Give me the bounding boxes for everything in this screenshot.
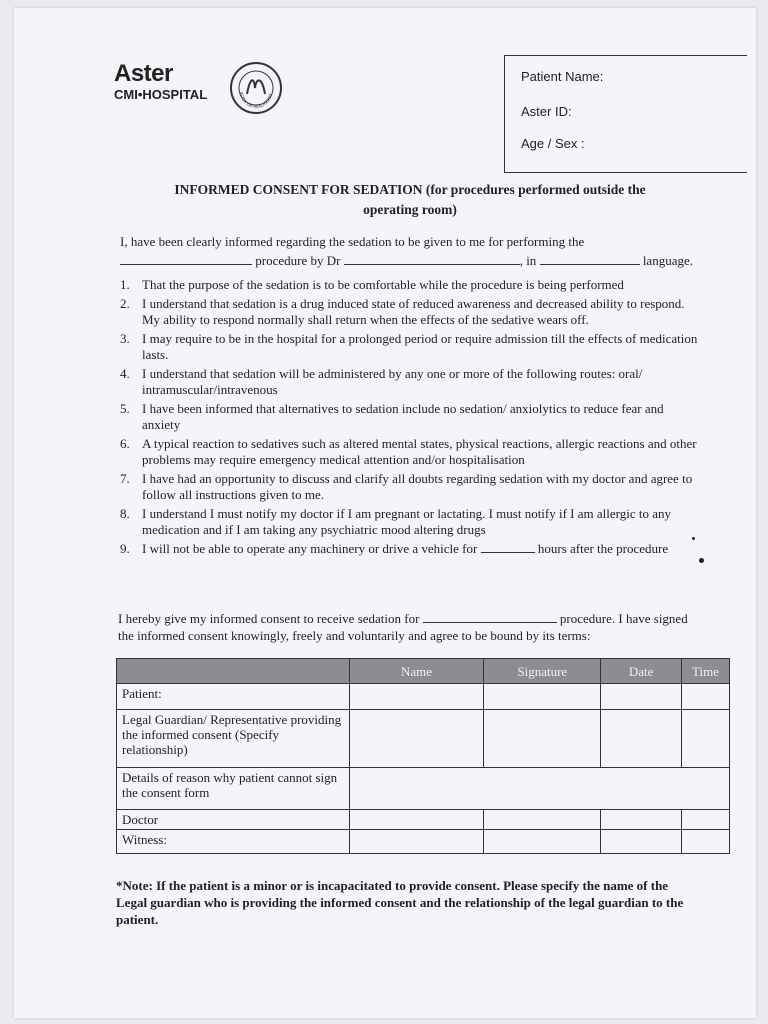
header-blank bbox=[117, 659, 350, 684]
doctor-name-field[interactable] bbox=[344, 253, 520, 265]
item-number: 3. bbox=[120, 330, 130, 346]
row-label-patient: Patient: bbox=[117, 684, 350, 710]
item-text: I understand I must notify my doctor if I am pregnant or lactating. I must notify if I am allergic to any medication and if I am taking any psychiatric mood altering drugs bbox=[142, 505, 672, 537]
guardian-date-cell[interactable] bbox=[601, 710, 682, 768]
form-title-line2: operating room) bbox=[363, 202, 457, 217]
in-label: , in bbox=[519, 253, 537, 268]
table-row bbox=[117, 684, 730, 710]
witness-name-cell[interactable] bbox=[349, 830, 484, 854]
legal-guardian-note: *Note: If the patient is a minor or is incapacitated to provide consent. Please specify the name of the Legal guardian who is providing the informed consent and the relationship of the legal guardian to the patient. bbox=[116, 878, 684, 927]
patient-name-cell[interactable] bbox=[349, 684, 484, 710]
row-label-guardian: Legal Guardian/ Representative providing the informed consent (Specify relationship) bbox=[117, 710, 350, 768]
row-label-reason: Details of reason why patient cannot sign the consent form bbox=[117, 768, 350, 810]
item9-text-after: hours after the procedure bbox=[537, 540, 669, 556]
header-signature: Signature bbox=[484, 659, 601, 684]
list-item bbox=[120, 541, 700, 558]
language-field[interactable] bbox=[540, 253, 640, 265]
item-number: 6. bbox=[120, 435, 130, 451]
item-number: 5. bbox=[120, 400, 130, 416]
list-item bbox=[120, 366, 700, 399]
intro-statement bbox=[120, 232, 700, 270]
list-item bbox=[120, 401, 700, 434]
item-number: 9. bbox=[120, 540, 130, 556]
doctor-name-cell[interactable] bbox=[349, 810, 484, 830]
consent-statement bbox=[118, 610, 698, 644]
patient-name-label: Patient Name: bbox=[521, 69, 604, 84]
reason-details-cell[interactable] bbox=[349, 768, 729, 810]
item-text: A typical reaction to sedatives such as altered mental states, physical reactions, allergic reactions and other problems may require emergency medical attention and/or hospitalisation bbox=[142, 435, 697, 467]
hospital-logo bbox=[114, 62, 207, 102]
patient-time-cell[interactable] bbox=[682, 684, 730, 710]
logo-aster-text: Aster bbox=[114, 60, 173, 87]
item-number: 8. bbox=[120, 505, 130, 521]
consent-text-after: procedure. I have signed the informed consent knowingly, freely and voluntarily and agree to be bound by its terms: bbox=[118, 611, 688, 643]
procedure-name-field[interactable] bbox=[120, 253, 252, 265]
ink-spot bbox=[692, 537, 695, 540]
list-item bbox=[120, 436, 700, 469]
seal-text: ASTER DM HEALTHCARE bbox=[238, 91, 273, 110]
header-time: Time bbox=[682, 659, 730, 684]
table-row bbox=[117, 768, 730, 810]
header-date: Date bbox=[601, 659, 682, 684]
witness-date-cell[interactable] bbox=[601, 830, 682, 854]
item-text: I may require to be in the hospital for a prolonged period or require admission till the effects of medication lasts. bbox=[142, 330, 698, 362]
language-label: language. bbox=[642, 253, 693, 268]
witness-signature-cell[interactable] bbox=[484, 830, 601, 854]
list-item bbox=[120, 331, 700, 364]
form-title bbox=[120, 180, 700, 220]
patient-signature-cell[interactable] bbox=[484, 684, 601, 710]
doctor-time-cell[interactable] bbox=[682, 810, 730, 830]
age-sex-label: Age / Sex : bbox=[521, 136, 585, 151]
item-number: 2. bbox=[120, 295, 130, 311]
item-text: That the purpose of the sedation is to be comfortable while the procedure is being performed bbox=[142, 277, 624, 292]
guardian-name-cell[interactable] bbox=[349, 710, 484, 768]
intro-line1: I, have been clearly informed regarding the sedation to be given to me for performing the bbox=[120, 234, 585, 249]
item-number: 4. bbox=[120, 365, 130, 381]
item-text: I have been informed that alternatives to sedation include no sedation/ anxiolytics to reduce fear and anxiety bbox=[142, 400, 664, 432]
patient-id-box bbox=[504, 55, 747, 173]
hours-field[interactable] bbox=[481, 541, 535, 553]
table-row bbox=[117, 830, 730, 854]
table-row bbox=[117, 810, 730, 830]
doctor-signature-cell[interactable] bbox=[484, 810, 601, 830]
guardian-signature-cell[interactable] bbox=[484, 710, 601, 768]
consent-items-list bbox=[120, 277, 700, 559]
item9-text-before: I will not be able to operate any machinery or drive a vehicle for bbox=[142, 540, 478, 556]
signature-table bbox=[116, 658, 730, 854]
item-number: 1. bbox=[120, 277, 130, 292]
patient-date-cell[interactable] bbox=[601, 684, 682, 710]
form-title-line1: INFORMED CONSENT FOR SEDATION (for procedures performed outside the bbox=[174, 182, 646, 197]
consent-text-before: I hereby give my informed consent to receive sedation for bbox=[118, 611, 420, 626]
item-text: I understand that sedation is a drug induced state of reduced awareness and decreased ability to respond. My ability to respond normally shall return when the effects of the sedative wears off. bbox=[142, 295, 685, 327]
aster-dm-seal-icon bbox=[230, 62, 282, 114]
witness-time-cell[interactable] bbox=[682, 830, 730, 854]
aster-id-label: Aster ID: bbox=[521, 104, 572, 119]
table-header-row bbox=[117, 659, 730, 684]
svg-text:ASTER DM HEALTHCARE bbox=[239, 92, 273, 109]
list-item bbox=[120, 296, 700, 329]
row-label-witness: Witness: bbox=[117, 830, 350, 854]
procedure-by-label: procedure by Dr bbox=[255, 253, 341, 268]
item-text: I understand that sedation will be administered by any one or more of the following routes: oral/ intramuscular/intravenous bbox=[142, 365, 643, 397]
guardian-time-cell[interactable] bbox=[682, 710, 730, 768]
doctor-date-cell[interactable] bbox=[601, 810, 682, 830]
table-row bbox=[117, 710, 730, 768]
list-item bbox=[120, 471, 700, 504]
sedation-procedure-field[interactable] bbox=[423, 611, 557, 623]
logo-hospital-text: CMI•HOSPITAL bbox=[114, 87, 208, 102]
item-text: I have had an opportunity to discuss and clarify all doubts regarding sedation with my doctor and agree to follow all instructions given to me. bbox=[142, 470, 693, 502]
ink-spot bbox=[699, 558, 704, 563]
list-item bbox=[120, 506, 700, 539]
header-name: Name bbox=[349, 659, 484, 684]
row-label-doctor: Doctor bbox=[117, 810, 350, 830]
list-item bbox=[120, 277, 700, 294]
item-number: 7. bbox=[120, 470, 130, 486]
